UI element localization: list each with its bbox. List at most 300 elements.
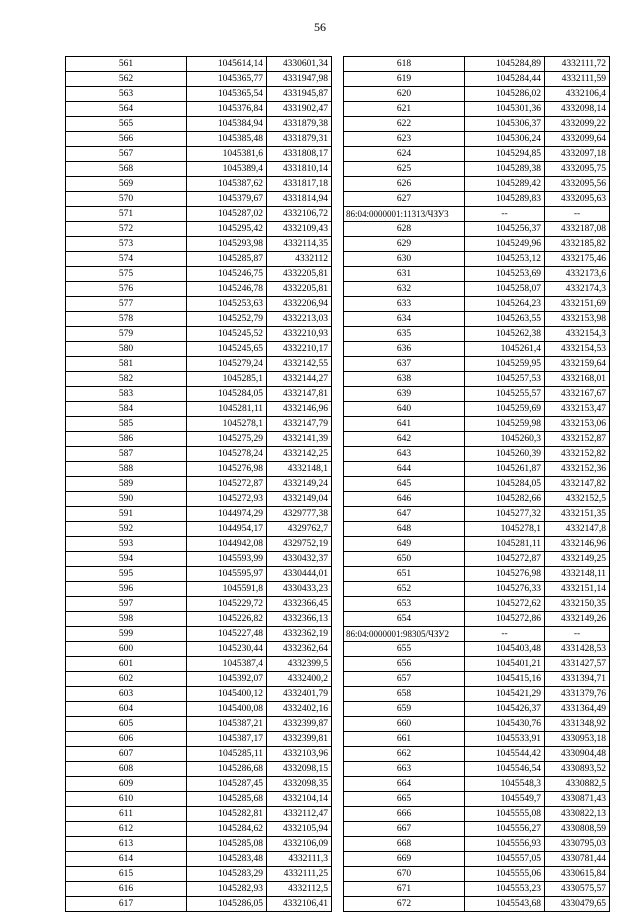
x-coordinate: 1045261,4 [465,342,545,357]
x-coordinate: 1045262,38 [465,327,545,342]
x-coordinate: 1045426,37 [465,702,545,717]
point-number: 573 [66,237,187,252]
table-row [344,867,610,882]
y-coordinate: 4332401,79 [267,687,332,702]
table-row [66,537,332,552]
point-number: 656 [344,657,465,672]
y-coordinate: 4332111,25 [267,867,332,882]
y-coordinate: 4332106,72 [267,207,332,222]
page-number: 56 [314,20,326,34]
point-number: 668 [344,837,465,852]
point-number: 563 [66,87,187,102]
x-coordinate: 1045283,48 [187,852,267,867]
table-row [344,417,610,432]
table-row [344,537,610,552]
x-coordinate: 1045421,29 [465,687,545,702]
point-number: 577 [66,297,187,312]
x-coordinate: 1045281,11 [465,537,545,552]
point-number: 663 [344,762,465,777]
y-coordinate: 4332105,94 [267,822,332,837]
x-coordinate: 1045272,87 [465,552,545,567]
x-coordinate: 1045260,39 [465,447,545,462]
y-coordinate: 4332175,46 [545,252,610,267]
y-coordinate: 4330795,03 [545,837,610,852]
point-number: 595 [66,567,187,582]
table-row [66,612,332,627]
table-row [344,132,610,147]
point-number: 608 [66,762,187,777]
y-coordinate: 4330575,57 [545,882,610,897]
x-coordinate: 1045430,76 [465,717,545,732]
table-row [66,627,332,642]
coordinates-table-left [65,56,332,912]
x-coordinate: 1045256,37 [465,222,545,237]
table-row [344,687,610,702]
y-coordinate: 4332146,96 [545,537,610,552]
point-number: 661 [344,732,465,747]
table-row [344,672,610,687]
x-coordinate: 1045276,98 [187,462,267,477]
point-number: 594 [66,552,187,567]
point-number: 615 [66,867,187,882]
y-coordinate: 4331364,49 [545,702,610,717]
x-coordinate: 1045384,94 [187,117,267,132]
x-coordinate: 1045282,66 [465,492,545,507]
x-coordinate: 1045387,21 [187,717,267,732]
point-number: 612 [66,822,187,837]
x-coordinate: 1045264,23 [465,297,545,312]
point-number: 624 [344,147,465,162]
point-number: 607 [66,747,187,762]
table-row [66,387,332,402]
y-coordinate: 4332146,96 [267,402,332,417]
y-coordinate: 4332147,79 [267,417,332,432]
y-coordinate: 4332099,64 [545,132,610,147]
table-row [344,837,610,852]
x-coordinate: 1045282,93 [187,882,267,897]
table-row [66,522,332,537]
x-coordinate: 1045387,17 [187,732,267,747]
y-coordinate: 4331879,38 [267,117,332,132]
table-row [66,432,332,447]
y-coordinate: 4331427,57 [545,657,610,672]
y-coordinate: 4332366,45 [267,597,332,612]
point-number: 646 [344,492,465,507]
table-row [66,477,332,492]
x-coordinate: 1045285,1 [187,372,267,387]
point-number: 633 [344,297,465,312]
x-coordinate: 1045286,05 [187,897,267,912]
x-coordinate: 1045400,12 [187,687,267,702]
y-coordinate: 4332168,01 [545,372,610,387]
point-number: 642 [344,432,465,447]
point-number: 609 [66,777,187,792]
x-coordinate: 1045258,07 [465,282,545,297]
y-coordinate: 4332104,14 [267,792,332,807]
y-coordinate: 4332206,94 [267,297,332,312]
point-number: 579 [66,327,187,342]
x-coordinate: 1045557,05 [465,852,545,867]
table-row [344,222,610,237]
x-coordinate: 1045252,79 [187,312,267,327]
point-number: 666 [344,807,465,822]
y-coordinate: 4332098,14 [545,102,610,117]
point-number: 567 [66,147,187,162]
point-number: 583 [66,387,187,402]
point-number: 618 [344,57,465,72]
table-row [66,792,332,807]
point-number: 655 [344,642,465,657]
table-row [66,102,332,117]
point-number: 587 [66,447,187,462]
table-row [66,807,332,822]
y-coordinate: 4330432,37 [267,552,332,567]
table-row [344,477,610,492]
y-coordinate: 4332148,1 [267,462,332,477]
y-coordinate: 4332400,2 [267,672,332,687]
point-number: 636 [344,342,465,357]
y-coordinate: 4329762,7 [267,522,332,537]
x-coordinate: 1045365,77 [187,72,267,87]
x-coordinate: 1045226,82 [187,612,267,627]
x-coordinate: 1045246,75 [187,267,267,282]
point-number: 601 [66,657,187,672]
x-coordinate: 1045555,06 [465,867,545,882]
x-coordinate: 1045306,24 [465,132,545,147]
table-row [344,492,610,507]
y-coordinate: 4332159,64 [545,357,610,372]
cadastral-number: 86:04:0000001:11313/ЧЗУ3 [344,207,465,222]
y-coordinate: 4330882,5 [545,777,610,792]
x-coordinate: 1045276,33 [465,582,545,597]
point-number: 606 [66,732,187,747]
y-coordinate: 4332149,24 [267,477,332,492]
y-coordinate: 4332111,3 [267,852,332,867]
point-number: 619 [344,72,465,87]
table-row [66,732,332,747]
point-number: 638 [344,372,465,387]
y-coordinate: 4331394,71 [545,672,610,687]
x-coordinate: 1045389,4 [187,162,267,177]
table-row [344,807,610,822]
y-coordinate: 4332151,14 [545,582,610,597]
y-coordinate: 4332174,3 [545,282,610,297]
x-coordinate: 1045276,98 [465,567,545,582]
x-coordinate: 1045381,6 [187,147,267,162]
table-row [66,507,332,522]
table-row [66,702,332,717]
point-number: 649 [344,537,465,552]
point-number: 575 [66,267,187,282]
point-number: 591 [66,507,187,522]
table-row [344,72,610,87]
table-row [66,282,332,297]
point-number: 586 [66,432,187,447]
x-coordinate: 1045595,97 [187,567,267,582]
point-number: 669 [344,852,465,867]
table-row [66,897,332,912]
x-coordinate: 1045301,36 [465,102,545,117]
table-row [66,462,332,477]
point-number: 657 [344,672,465,687]
point-number: 597 [66,597,187,612]
x-coordinate: 1045392,07 [187,672,267,687]
table-row [344,522,610,537]
x-coordinate: 1045285,11 [187,747,267,762]
y-coordinate: 4332152,36 [545,462,610,477]
y-coordinate: 4330808,59 [545,822,610,837]
y-coordinate: 4332151,35 [545,507,610,522]
table-row [344,192,610,207]
point-number: 598 [66,612,187,627]
y-coordinate: 4332362,19 [267,627,332,642]
x-coordinate: 1045260,3 [465,432,545,447]
x-coordinate: 1045283,29 [187,867,267,882]
x-coordinate: 1045553,23 [465,882,545,897]
table-row [66,267,332,282]
x-coordinate: 1045549,7 [465,792,545,807]
x-coordinate: 1045365,54 [187,87,267,102]
table-row [66,672,332,687]
table-row [344,432,610,447]
point-number: 565 [66,117,187,132]
table-row [66,117,332,132]
y-coordinate: 4332095,63 [545,192,610,207]
point-number: 605 [66,717,187,732]
table-row [344,747,610,762]
x-coordinate: 1045533,91 [465,732,545,747]
table-row [344,357,610,372]
x-coordinate: 1045277,32 [465,507,545,522]
point-number: 582 [66,372,187,387]
x-coordinate: 1045275,29 [187,432,267,447]
x-coordinate: 1045284,89 [465,57,545,72]
x-coordinate: 1045543,68 [465,897,545,912]
x-coordinate: 1045257,53 [465,372,545,387]
x-coordinate: 1045259,98 [465,417,545,432]
y-coordinate: 4332147,82 [545,477,610,492]
y-coordinate: 4332150,35 [545,597,610,612]
x-coordinate: 1045259,95 [465,357,545,372]
table-row [344,462,610,477]
y-coordinate: 4332112 [267,252,332,267]
x-coordinate: 1045415,16 [465,672,545,687]
x-coordinate: 1045295,42 [187,222,267,237]
x-coordinate: 1045294,85 [465,147,545,162]
point-number: 561 [66,57,187,72]
y-coordinate: 4330893,52 [545,762,610,777]
point-number: 644 [344,462,465,477]
point-number: 584 [66,402,187,417]
y-coordinate: 4331879,31 [267,132,332,147]
y-coordinate: -- [545,627,610,642]
table-row [66,372,332,387]
point-number: 617 [66,897,187,912]
y-coordinate: 4332205,81 [267,282,332,297]
point-number: 665 [344,792,465,807]
table-row [66,717,332,732]
point-number: 671 [344,882,465,897]
y-coordinate: 4332106,09 [267,837,332,852]
x-coordinate: 1045376,84 [187,102,267,117]
point-number: 662 [344,747,465,762]
table-row [344,642,610,657]
point-number: 634 [344,312,465,327]
x-coordinate: 1045279,24 [187,357,267,372]
point-number: 639 [344,387,465,402]
x-coordinate: 1045401,21 [465,657,545,672]
x-coordinate: 1045230,44 [187,642,267,657]
y-coordinate: 4332149,25 [545,552,610,567]
table-row [66,852,332,867]
table-row [344,327,610,342]
point-number: 660 [344,717,465,732]
x-coordinate: 1045289,42 [465,177,545,192]
y-coordinate: 4332185,82 [545,237,610,252]
y-coordinate: 4330904,48 [545,747,610,762]
y-coordinate: 4332205,81 [267,267,332,282]
point-number: 571 [66,207,187,222]
x-coordinate: 1045556,27 [465,822,545,837]
x-coordinate: -- [465,207,545,222]
y-coordinate: 4332112,47 [267,807,332,822]
y-coordinate: 4332362,64 [267,642,332,657]
y-coordinate: 4332154,53 [545,342,610,357]
point-number: 592 [66,522,187,537]
x-coordinate: 1045272,93 [187,492,267,507]
y-coordinate: 4332149,04 [267,492,332,507]
x-coordinate: 1045287,02 [187,207,267,222]
x-coordinate: 1045400,08 [187,702,267,717]
table-row [66,327,332,342]
table-row [66,87,332,102]
point-number: 650 [344,552,465,567]
point-number: 603 [66,687,187,702]
table-row [66,552,332,567]
table-row [66,312,332,327]
point-number: 570 [66,192,187,207]
x-coordinate: 1045255,57 [465,387,545,402]
y-coordinate: 4330601,34 [267,57,332,72]
point-number: 630 [344,252,465,267]
point-number: 658 [344,687,465,702]
table-row [344,282,610,297]
x-coordinate: 1044942,08 [187,537,267,552]
point-number: 645 [344,477,465,492]
table-row [344,147,610,162]
x-coordinate: 1045284,44 [465,72,545,87]
table-row [344,177,610,192]
table-row [66,57,332,72]
y-coordinate: 4332112,5 [267,882,332,897]
x-coordinate: 1045285,08 [187,837,267,852]
y-coordinate: 4332109,43 [267,222,332,237]
y-coordinate: 4332097,18 [545,147,610,162]
point-number: 635 [344,327,465,342]
point-number: 585 [66,417,187,432]
y-coordinate: 4332366,13 [267,612,332,627]
y-coordinate: 4331947,98 [267,72,332,87]
x-coordinate: 1045284,62 [187,822,267,837]
table-row [344,717,610,732]
y-coordinate: 4332098,15 [267,762,332,777]
point-number: 574 [66,252,187,267]
point-number: 572 [66,222,187,237]
table-row [344,447,610,462]
point-number: 621 [344,102,465,117]
point-number: 566 [66,132,187,147]
table-row [66,567,332,582]
table-row [344,822,610,837]
y-coordinate: 4332153,47 [545,402,610,417]
point-number: 589 [66,477,187,492]
table-row [344,402,610,417]
x-coordinate: 1045285,87 [187,252,267,267]
table-row [66,882,332,897]
x-coordinate: 1045286,02 [465,87,545,102]
table-row [66,597,332,612]
point-number: 652 [344,582,465,597]
y-coordinate: 4332095,56 [545,177,610,192]
y-coordinate: -- [545,207,610,222]
y-coordinate: 4332402,16 [267,702,332,717]
table-row [344,567,610,582]
y-coordinate: 4332114,35 [267,237,332,252]
x-coordinate: 1045287,45 [187,777,267,792]
x-coordinate: 1045387,62 [187,177,267,192]
y-coordinate: 4330953,18 [545,732,610,747]
point-number: 610 [66,792,187,807]
y-coordinate: 4332111,72 [545,57,610,72]
x-coordinate: 1045555,08 [465,807,545,822]
table-row [344,102,610,117]
point-number: 562 [66,72,187,87]
y-coordinate: 4332106,41 [267,897,332,912]
x-coordinate: 1045593,99 [187,552,267,567]
x-coordinate: 1044974,29 [187,507,267,522]
point-number: 625 [344,162,465,177]
point-number: 580 [66,342,187,357]
y-coordinate: 4329777,38 [267,507,332,522]
y-coordinate: 4331428,53 [545,642,610,657]
x-coordinate: 1045284,05 [465,477,545,492]
x-coordinate: 1045249,96 [465,237,545,252]
cadastral-number: 86:04:0000001:98305/ЧЗУ2 [344,627,465,642]
y-coordinate: 4332103,96 [267,747,332,762]
table-row [344,267,610,282]
table-row [344,237,610,252]
y-coordinate: 4332210,17 [267,342,332,357]
table-row [66,192,332,207]
table-row [344,372,610,387]
x-coordinate: 1045261,87 [465,462,545,477]
x-coordinate: 1045281,11 [187,402,267,417]
x-coordinate: 1045556,93 [465,837,545,852]
y-coordinate: 4330433,23 [267,582,332,597]
point-number: 659 [344,702,465,717]
x-coordinate: 1045253,12 [465,252,545,267]
point-number: 643 [344,447,465,462]
point-number: 664 [344,777,465,792]
y-coordinate: 4332213,03 [267,312,332,327]
x-coordinate: 1045546,54 [465,762,545,777]
table-row [66,837,332,852]
y-coordinate: 4331902,47 [267,102,332,117]
x-coordinate: 1045548,3 [465,777,545,792]
table-row [344,552,610,567]
x-coordinate: 1045278,24 [187,447,267,462]
point-number: 670 [344,867,465,882]
